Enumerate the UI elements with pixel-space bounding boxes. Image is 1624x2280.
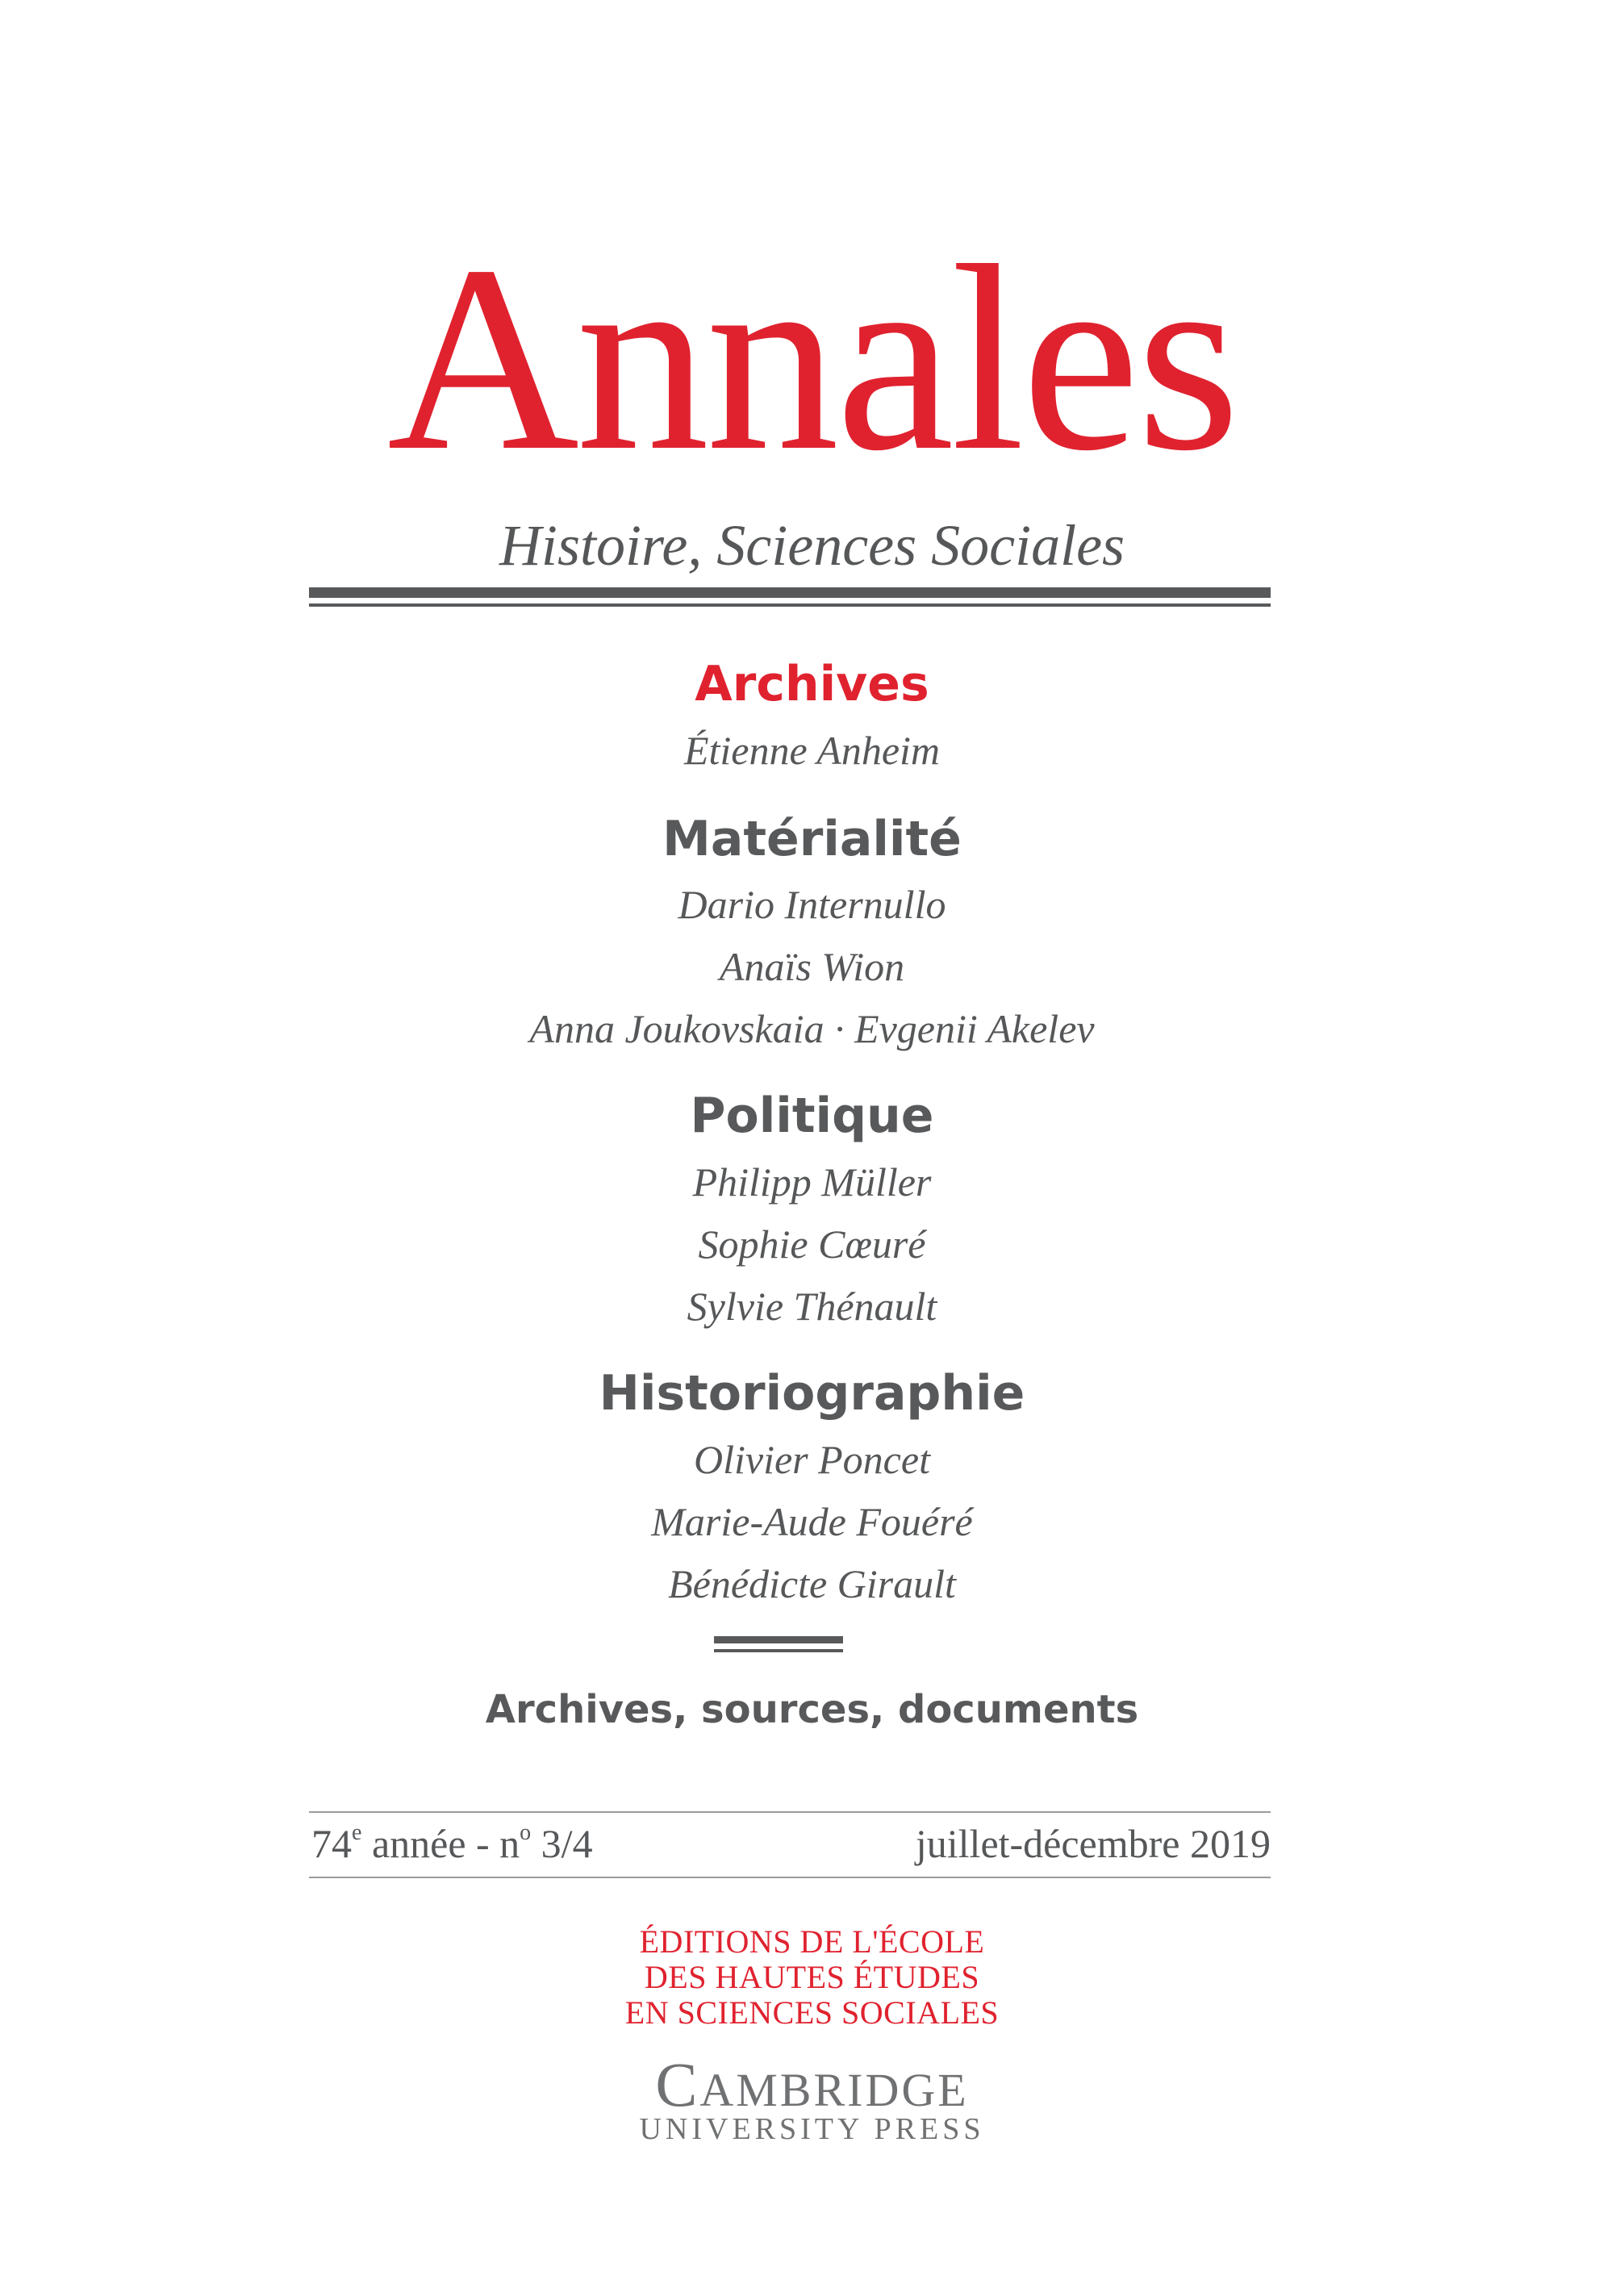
section-heading-historiographie: Historiographie (599, 1365, 1025, 1422)
title-rule-thin (309, 603, 1271, 607)
publisher-cambridge-sub: UNIVERSITY PRESS (639, 2112, 985, 2146)
section-heading-materialite: Matérialité (662, 811, 962, 867)
issue-rule-top (309, 1811, 1271, 1813)
author-item: Sophie Cœuré (698, 1221, 926, 1267)
divider-rule-thin (714, 1649, 843, 1652)
journal-subtitle: Histoire, Sciences Sociales (499, 513, 1125, 578)
title-rule-thick (309, 587, 1271, 598)
author-item: Bénédicte Girault (668, 1561, 956, 1606)
publisher-line: EN SCIENCES SOCIALES (624, 1994, 1000, 2031)
issue-rule-bottom (309, 1877, 1271, 1878)
author-item: Étienne Anheim (683, 728, 941, 773)
series-title: Archives, sources, documents (485, 1687, 1139, 1732)
publisher-ehess (0, 1924, 1624, 2031)
publisher-cambridge: CAMBRIDGE (655, 2049, 969, 2119)
author-item: Philipp Müller (692, 1159, 932, 1205)
issue-number: 74e année - $n^o$ 3/4 (311, 1820, 593, 1866)
author-item: Anaïs Wion (719, 944, 905, 989)
author-item: Sylvie Thénault (687, 1284, 937, 1329)
author-item: Anna Joukovskaia · Evgenii Akelev (529, 1006, 1095, 1051)
author-item: Marie-Aude Fouéré (651, 1499, 973, 1544)
section-heading-politique: Politique (690, 1088, 934, 1144)
publisher-line: ÉDITIONS DE L'ÉCOLE (639, 1923, 985, 1960)
author-item: Olivier Poncet (694, 1437, 930, 1482)
divider-rule-thick (714, 1636, 843, 1643)
section-heading-archives: Archives (695, 656, 929, 712)
author-item: Dario Internullo (678, 882, 946, 927)
publisher-line: DES HAUTES ÉTUDES (644, 1959, 980, 1995)
journal-title: Annales (386, 211, 1238, 506)
issue-date: juillet-décembre 2019 (915, 1821, 1271, 1866)
